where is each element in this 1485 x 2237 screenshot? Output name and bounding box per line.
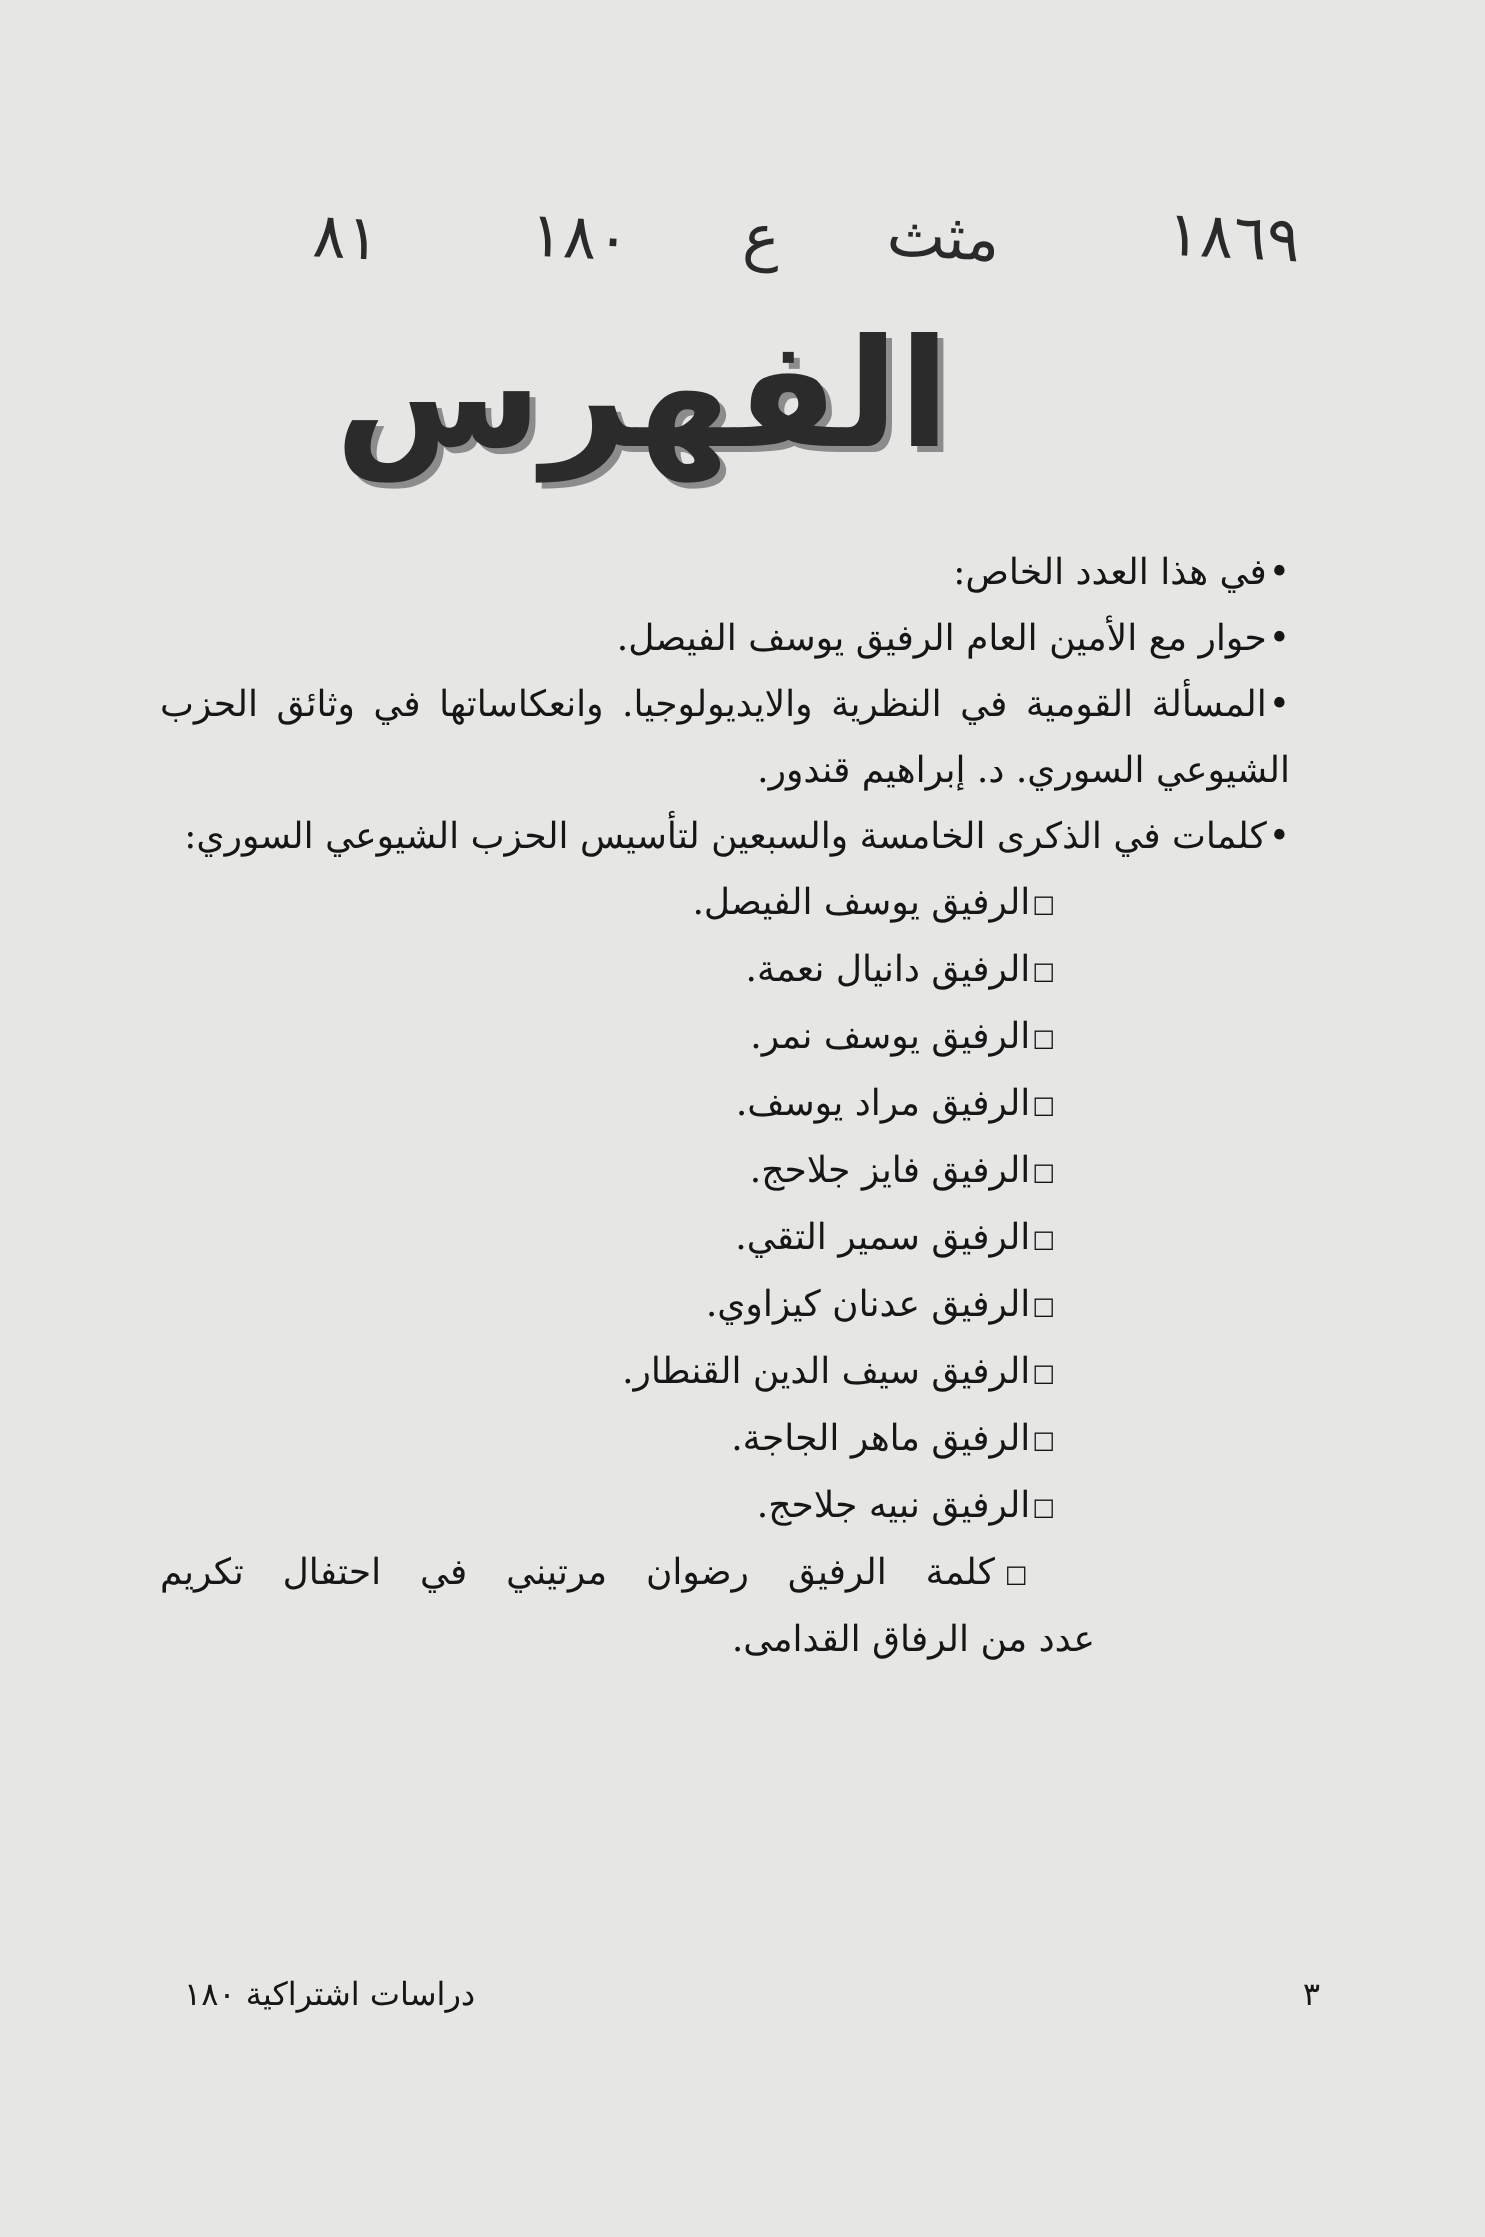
speech-item: □ الرفيق سمير التقي.: [160, 1205, 1290, 1272]
journal-name: دراسات اشتراكية ١٨٠: [184, 1975, 476, 2013]
table-of-contents: [160, 540, 1290, 1673]
handwritten-note: مثث: [885, 197, 1002, 276]
speech-item: □ الرفيق ماهر الجاجة.: [160, 1406, 1290, 1473]
toc-intro: • في هذا العدد الخاص:: [160, 540, 1290, 606]
handwritten-note: ع: [741, 199, 782, 274]
speech-item: □ الرفيق يوسف الفيصل.: [160, 870, 1290, 937]
handwritten-notes: [160, 196, 1302, 310]
speech-item: □ الرفيق دانيال نعمة.: [160, 937, 1290, 1004]
toc-item: • كلمات في الذكرى الخامسة والسبعين لتأسيس الحزب الشيوعي السوري:: [160, 804, 1290, 870]
speech-item: □ الرفيق سيف الدين القنطار.: [160, 1339, 1290, 1406]
speech-item-last: [160, 1540, 1290, 1607]
handwritten-note: ١٨٠: [528, 197, 632, 276]
speech-item: □ الرفيق عدنان كيزاوي.: [160, 1272, 1290, 1339]
toc-item-continued: الشيوعي السوري. د. إبراهيم قندور.: [757, 750, 1290, 791]
toc-item: • حوار مع الأمين العام الرفيق يوسف الفيصل.: [160, 606, 1290, 672]
speech-item-continued: عدد من الرفاق القدامى.: [731, 1619, 1095, 1660]
handwritten-note: ٨١: [311, 198, 382, 275]
page-footer: [150, 1975, 1320, 2035]
speech-item: □ الرفيق مراد يوسف.: [160, 1071, 1290, 1138]
toc-item: • المسألة القومية في النظرية والايديولوجيا. وانعكاساتها في وثائق الحزب: [160, 672, 1290, 738]
handwritten-note: ١٨٦٩: [1164, 196, 1302, 277]
page-title: الفهرس: [334, 308, 950, 482]
checkbox-square-icon: □: [1004, 1560, 1055, 1588]
page-number: ٣: [1302, 1975, 1320, 2013]
speech-item: □ الرفيق فايز جلاحج.: [160, 1138, 1290, 1205]
speech-item-text: كلمة الرفيق رضوان مرتيني في احتفال تكريم: [160, 1552, 995, 1593]
speech-item: □ الرفيق نبيه جلاحج.: [160, 1473, 1290, 1540]
speech-item: □ الرفيق يوسف نمر.: [160, 1004, 1290, 1071]
